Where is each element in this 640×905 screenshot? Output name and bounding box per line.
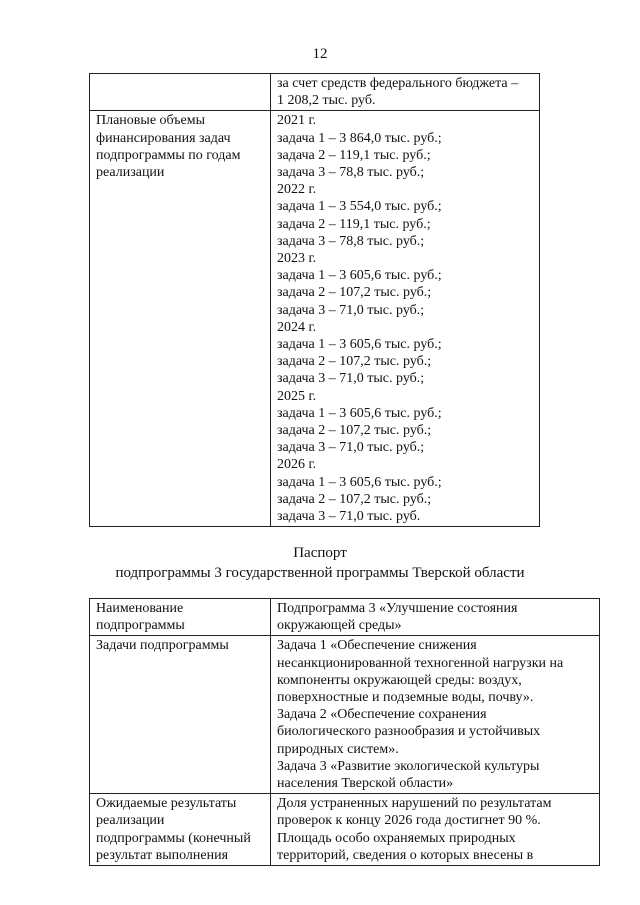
cell-line: Подпрограмма 3 «Улучшение состояния [277,601,518,616]
table-cell [271,599,600,636]
cell-line: задача 1 – 3 554,0 тыс. руб.; [277,199,442,215]
cell-line: Задачи подпрограммы [96,638,229,654]
cell-line: задача 2 – 107,2 тыс. руб.; [277,423,432,439]
cell-line: природных систем». [277,741,399,757]
cell-line: компоненты окружающей среды: воздух, [277,672,522,688]
cell-line: 1 208,2 тыс. руб. [277,93,376,109]
cell-line: задача 3 – 78,8 тыс. руб.; [277,165,425,181]
cell-line: Доля устраненных нарушений по результатам [277,796,552,812]
table-cell [90,74,271,111]
cell-line: Задача 1 «Обеспечение снижения [277,638,477,654]
cell-line: Плановые объемы [96,113,206,129]
cell-line: территорий, сведения о которых внесены в [277,847,534,863]
table-row [90,794,600,866]
cell-line: 2024 г. [277,319,317,335]
table-cell [271,74,540,111]
table-row [90,111,540,527]
cell-line: населения Тверской области» [277,776,454,792]
cell-line: финансирования задач [96,130,231,146]
cell-line: задача 1 – 3 605,6 тыс. руб.; [277,268,442,284]
cell-line: 2022 г. [277,182,317,198]
cell-line: за счет средств федерального бюджета – [277,76,519,91]
cell-line: результат выполнения [96,847,229,863]
cell-line: задача 3 – 71,0 тыс. руб. [277,509,421,525]
cell-line: Задача 2 «Обеспечение сохранения [277,707,487,723]
table-cell [90,794,271,866]
cell-line: поверхностные и подземные воды, почву». [277,690,534,706]
table-row [90,74,540,111]
passport-subtitle: подпрограммы 3 государственной программы Тверской области [115,565,525,581]
table-row [90,636,600,794]
table-cell [90,599,271,636]
cell-line: подпрограммы (конечный [96,830,251,846]
cell-line: задача 3 – 71,0 тыс. руб.; [277,371,425,387]
cell-line: 2021 г. [277,113,317,129]
cell-line: задача 2 – 107,2 тыс. руб.; [277,354,432,370]
cell-line: Наименование [96,601,184,616]
cell-line: задача 3 – 71,0 тыс. руб.; [277,440,425,456]
cell-line: подпрограммы по годам [96,147,241,163]
cell-line: Площадь особо охраняемых природных [277,830,516,846]
cell-line: задача 1 – 3 605,6 тыс. руб.; [277,474,442,490]
table-cell [271,794,600,866]
cell-line: задача 2 – 119,1 тыс. руб.; [277,216,431,232]
cell-line: окружающей среды» [277,618,402,634]
cell-line: задача 1 – 3 605,6 тыс. руб.; [277,337,442,353]
cell-line: Ожидаемые результаты [96,796,237,812]
cell-line: 2023 г. [277,251,317,267]
cell-line: 2025 г. [277,388,317,404]
cell-line: проверок к концу 2026 года достигнет 90 %. [277,813,541,829]
cell-line: несанкционированной техногенной нагрузки на [277,655,564,671]
table-cell [90,111,271,527]
passport-title: Паспорт [293,545,347,561]
table-cell [271,111,540,527]
cell-line: задача 1 – 3 605,6 тыс. руб.; [277,405,442,421]
cell-line: реализации [96,165,165,181]
cell-line: задача 3 – 78,8 тыс. руб.; [277,233,425,249]
cell-line: задача 2 – 119,1 тыс. руб.; [277,147,431,163]
table-cell [271,636,600,794]
cell-line: задача 3 – 71,0 тыс. руб.; [277,302,425,318]
table-cell [90,636,271,794]
table-row [90,599,600,636]
cell-line: реализации [96,813,165,829]
cell-line: биологического разнообразия и устойчивых [277,724,541,740]
cell-line: задача 1 – 3 864,0 тыс. руб.; [277,130,442,146]
cell-line: задача 2 – 107,2 тыс. руб.; [277,285,432,301]
cell-line: задача 2 – 107,2 тыс. руб.; [277,491,432,507]
financing-table [89,73,540,527]
page-number: 12 [312,46,328,62]
cell-line: Задача 3 «Развитие экологической культуры [277,758,540,774]
passport-table [89,598,600,866]
cell-line: 2026 г. [277,457,317,473]
cell-line: подпрограммы [96,618,185,634]
